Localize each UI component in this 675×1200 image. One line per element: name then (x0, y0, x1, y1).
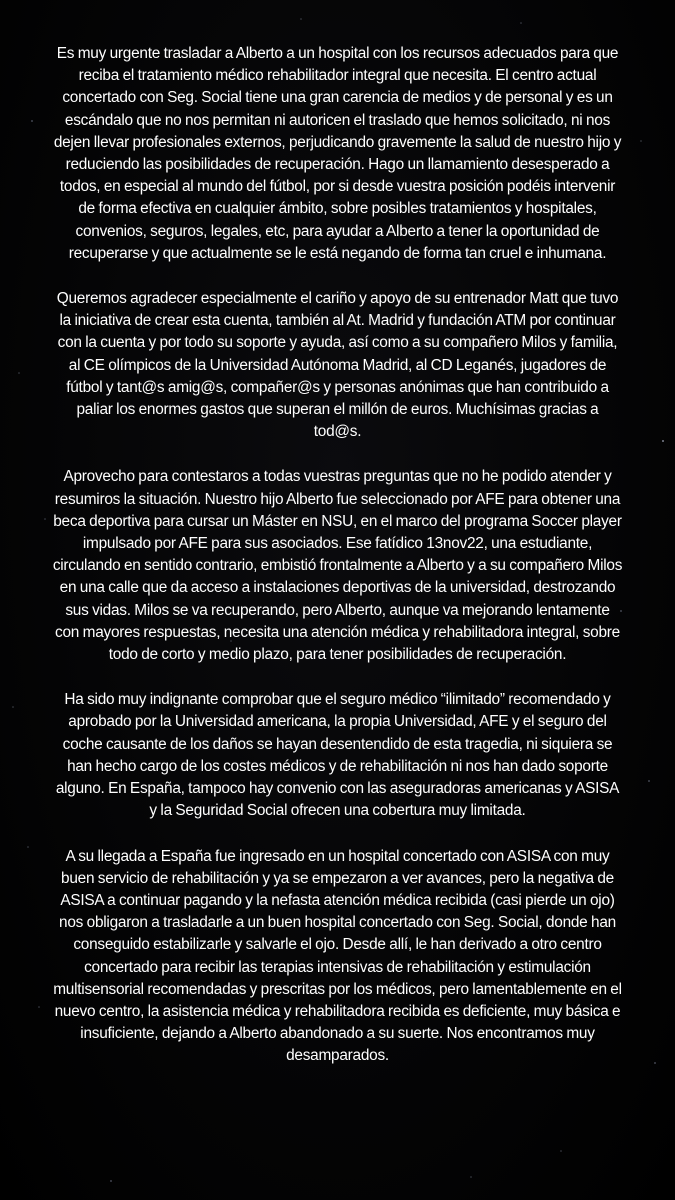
paragraph-hospital-history: A su llegada a España fue ingresado en un hospital concertado con ASISA con muy buen servicio de rehabilitación y ya se empezaron a ver avances, pero la negativa de ASISA a continuar pagando y la nefasta atención médica recibida (casi pierde un ojo) nos obligaron a trasladarle a un buen hospital concertado con Seg. Social, donde han conseguido estabilizarle y salvarle el ojo. Desde allí, le han derivado a otro centro concertado para recibir las terapias intensivas de rehabilitación y estimulación multisensorial recomendadas y prescritas por los médicos, pero lamentablemente en el nuevo centro, la asistencia médica y rehabilitadora recibida es deficiente, muy básica e insuficiente, dejando a Alberto abandonado a su suerte. Nos encontramos muy desamparados. (53, 847, 622, 1065)
paragraph-urgent-transfer: Es muy urgente trasladar a Alberto a un hospital con los recursos adecuados para que reciba el tratamiento médico rehabilitador integral que necesita. El centro actual concertado con Seg. Social tiene una gran carencia de medios y de personal y es un escándalo que no nos permitan ni autoricen el traslado que hemos solicitado, ni nos dejen llevar profesionales externos, perjudicando gravemente la salud de nuestro hijo y reduciendo las posibilidades de recuperación. Hago un llamamiento desesperado a todos, en especial al mundo del fútbol, por si desde vuestra posición podéis intervenir de forma efectiva en cualquier ámbito, sobre posibles tratamientos y hospitales, convenios, seguros, legales, etc, para ayudar a Alberto a tener la oportunidad de recuperarse y que actualmente se le está negando de forma tan cruel e inhumana. (53, 45, 622, 262)
star-dot (27, 846, 29, 848)
paragraph-situation-summary: Aprovecho para contestaros a todas vuestras preguntas que no he podido atender y resumiros la situación. Nuestro hijo Alberto fue seleccionado por AFE para obtener una beca deportiva para cursar un Máster en NSU, en el marco del programa Soccer player impulsado por AFE para sus asociados. Ese fatídico 13nov22, una estudiante, circulando en sentido contrario, embistió frontalmente a Alberto y a su compañero Milos en una calle que da acceso a instalaciones deportivas de la universidad, destrozando sus vidas. Milos se va recuperando, pero Alberto, aunque va mejorando lentamente con mayores respuestas, necesita una atención médica y rehabilitadora integral, sobre todo de corto y medio plazo, para tener posibilidades de recuperación. (52, 468, 623, 664)
star-dot (560, 1150, 562, 1152)
star-dot (520, 22, 522, 24)
star-dot (38, 1006, 40, 1008)
star-dot (654, 1062, 656, 1064)
star-dot (110, 1180, 112, 1182)
paragraph-acknowledgements: Queremos agradecer especialmente el cariño y apoyo de su entrenador Matt que tuvo la iniciativa de crear esta cuenta, también al At. Madrid y fundación ATM por continuar con la cuenta y por todo su soporte y ayuda, así como a su compañero Milos y familia, al CE olímpicos de la Universidad Autónoma Madrid, al CD Leganés, jugadores de fútbol y tant@s amig@s, compañer@s y personas anónimas que han contribuido a paliar los enormes gastos que superan el millón de euros. Muchísimas gracias a tod@s. (56, 290, 619, 441)
star-dot (18, 372, 20, 374)
star-dot (31, 120, 33, 122)
star-dot (12, 706, 14, 708)
star-dot (648, 780, 650, 782)
star-dot (470, 1176, 472, 1178)
star-dot (300, 18, 302, 20)
star-dot (662, 440, 664, 442)
paragraph-insurance: Ha sido muy indignante comprobar que el seguro médico “ilimitado” recomendado y aprobado por la Universidad americana, la propia Universidad, AFE y el seguro del coche causante de los daños se hayan desentendido de esta tragedia, ni siquiera se han hecho cargo de los costes médicos y de rehabilitación ni nos han dado soporte alguno. En España, tampoco hay convenio con las aseguradoras americanas y ASISA y la Seguridad Social ofrecen una cobertura muy limitada. (55, 691, 620, 820)
star-dot (640, 140, 642, 142)
star-dot (44, 518, 46, 520)
story-text-block (52, 43, 623, 1091)
